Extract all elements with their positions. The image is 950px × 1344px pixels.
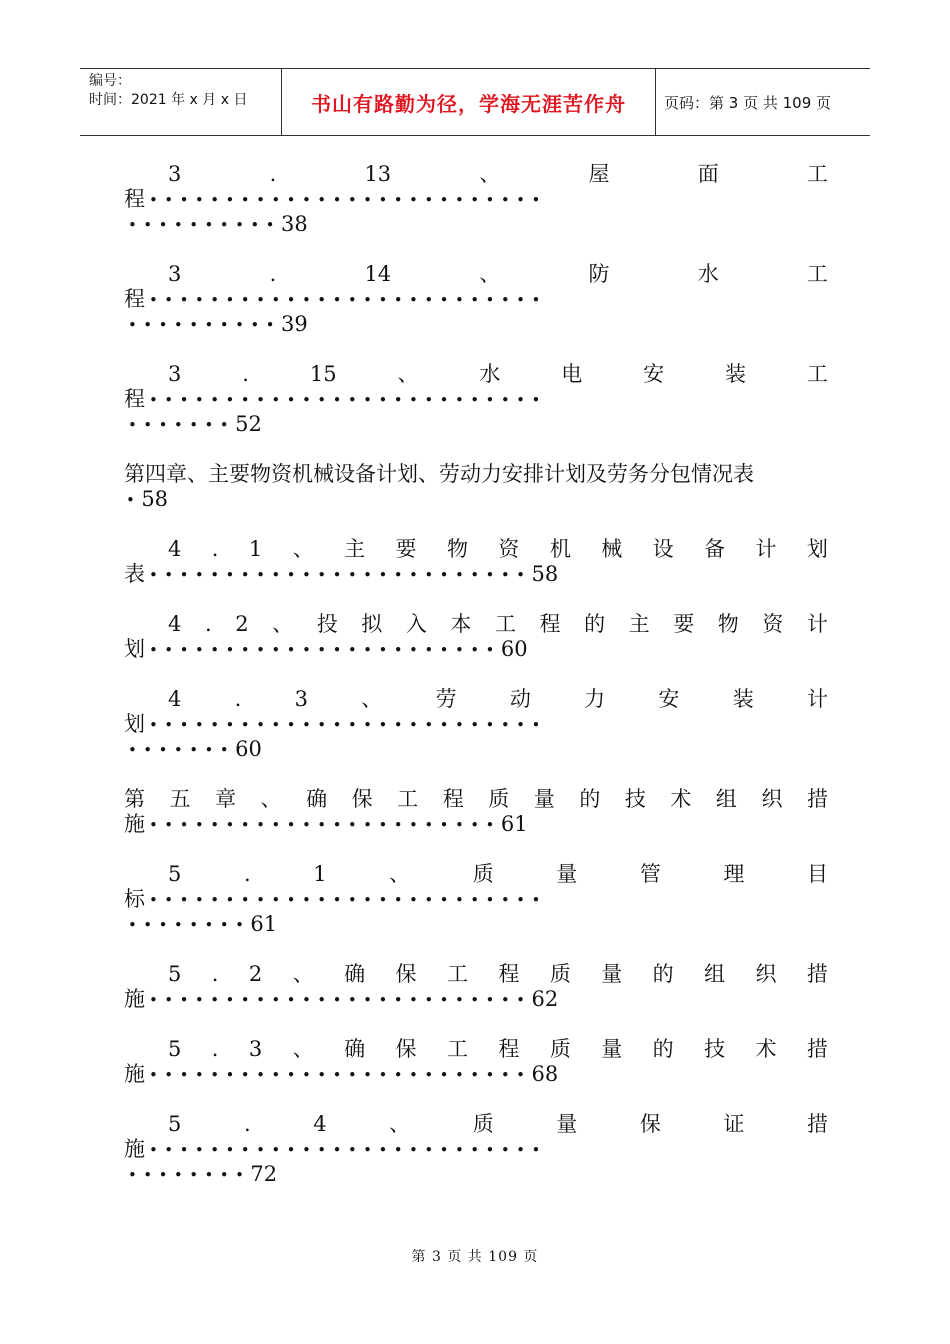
toc-title-tail: 划 xyxy=(124,637,145,661)
toc-title-token: 目 xyxy=(806,862,828,886)
toc-title-token: . xyxy=(211,1037,219,1061)
toc-entry-leader-line xyxy=(124,387,828,412)
toc-title-token: 、 xyxy=(389,862,411,886)
toc-title-token: 量 xyxy=(556,1112,578,1136)
toc-title-token: 13 xyxy=(364,162,392,186)
toc-title-token: 物 xyxy=(717,612,739,636)
toc-title-token: 投 xyxy=(316,612,338,636)
toc-title-tail: 程 xyxy=(124,187,145,211)
toc-title-token: 量 xyxy=(601,962,623,986)
toc-title-token: 装 xyxy=(732,687,754,711)
toc-title-token: 管 xyxy=(639,862,661,886)
header-meta xyxy=(80,69,282,135)
toc-title-token: 防 xyxy=(588,262,610,286)
toc-entry[interactable] xyxy=(124,1037,828,1087)
dot-leader: •••••••••• xyxy=(128,216,281,234)
toc-title-token: 的 xyxy=(652,962,674,986)
toc-entry-leader-line xyxy=(124,812,828,837)
toc-title-token: 确 xyxy=(344,1037,366,1061)
toc-title-token: . xyxy=(269,262,277,286)
dot-leader: ••••••••••••••••••••••••• xyxy=(149,1066,532,1084)
toc-entry-leader-line xyxy=(124,1062,828,1087)
toc-page-number: 52 xyxy=(235,412,262,436)
toc-title-token: 要 xyxy=(395,537,417,561)
toc-title-token: 屋 xyxy=(588,162,610,186)
toc-title-token: 、 xyxy=(479,162,501,186)
toc-entry-leader-line xyxy=(124,887,828,912)
document-date: 时间：2021 年 x 月 x 日 xyxy=(89,92,248,108)
toc-entry[interactable] xyxy=(124,262,828,337)
toc-title-token: 主 xyxy=(628,612,650,636)
toc-title-token: 量 xyxy=(533,787,555,811)
toc-entry[interactable] xyxy=(124,787,828,837)
toc-title-token: 动 xyxy=(509,687,531,711)
dot-leader: ••••••••••••••••••••••• xyxy=(149,641,501,659)
toc-entry-leader-line xyxy=(124,712,828,737)
toc-title-token: 装 xyxy=(725,362,747,386)
dot-leader: • xyxy=(126,491,142,509)
dot-leader: •••••••• xyxy=(128,916,251,934)
toc-title-token: 保 xyxy=(395,1037,417,1061)
toc-title-token: 、 xyxy=(260,787,282,811)
page-footer: 第 3 页 共 109 页 xyxy=(411,1249,539,1265)
toc-title-token: 3 xyxy=(294,687,308,711)
dot-leader: ••••••• xyxy=(128,416,236,434)
toc-entry-title xyxy=(124,612,828,637)
toc-title-token: 程 xyxy=(498,1037,520,1061)
toc-entry-title xyxy=(124,1112,828,1137)
toc-title-token: 3 xyxy=(168,162,182,186)
toc-title-token: 的 xyxy=(579,787,601,811)
toc-entry-title xyxy=(124,162,828,187)
toc-title-token: 安 xyxy=(643,362,665,386)
toc-entry-title xyxy=(124,687,828,712)
toc-title-token: 质 xyxy=(549,1037,571,1061)
toc-title-tail: 施 xyxy=(124,1062,145,1086)
toc-title-token: 14 xyxy=(364,262,392,286)
toc-page-number: 58 xyxy=(141,487,169,511)
toc-page-number: 61 xyxy=(500,812,528,836)
toc-title-token: 术 xyxy=(755,1037,777,1061)
toc-title-token: . xyxy=(234,687,242,711)
dot-leader: ••••••••••••••••••••••••• xyxy=(149,991,532,1009)
toc-title-token: 保 xyxy=(639,1112,661,1136)
toc-entry[interactable] xyxy=(124,612,828,662)
toc-title-token: 工 xyxy=(397,787,419,811)
toc-title-token: 第四章、主要物资机械设备计划、劳动力安排计划及劳务分包情况表 xyxy=(124,462,754,486)
dot-leader: •••••••••••••••••••••••••• xyxy=(149,391,547,409)
toc-entry-leader-line xyxy=(124,1137,828,1162)
toc-title-token: 械 xyxy=(601,537,623,561)
toc-title-token: 程 xyxy=(498,962,520,986)
dot-leader: ••••••••••••••••••••••• xyxy=(149,816,501,834)
toc-entry-leader-line xyxy=(124,287,828,312)
toc-title-token: 织 xyxy=(761,787,783,811)
toc-title-token: 水 xyxy=(479,362,501,386)
toc-title-token: 3 xyxy=(168,262,182,286)
dot-leader: •••••••••••••••••••••••••• xyxy=(149,1141,547,1159)
toc-title-token: 计 xyxy=(806,687,828,711)
toc-title-token: 要 xyxy=(673,612,695,636)
page-header xyxy=(80,68,870,136)
toc-title-token: 量 xyxy=(556,862,578,886)
toc-title-token: 劳 xyxy=(435,687,457,711)
toc-title-token: 5 xyxy=(168,962,182,986)
toc-entry[interactable] xyxy=(124,962,828,1012)
toc-title-token: . xyxy=(204,612,212,636)
toc-entry-leader-line xyxy=(124,637,828,662)
toc-title-token: 证 xyxy=(723,1112,745,1136)
toc-title-token: 拟 xyxy=(361,612,383,636)
toc-title-token: 五 xyxy=(169,787,191,811)
toc-title-tail: 施 xyxy=(124,987,145,1011)
toc-title-token: 物 xyxy=(446,537,468,561)
toc-title-token: 工 xyxy=(446,962,468,986)
toc-entry-title xyxy=(124,787,828,812)
toc-entry[interactable] xyxy=(124,462,828,512)
toc-title-token: 第 xyxy=(124,787,145,811)
toc-title-token: 组 xyxy=(715,787,737,811)
toc-entry-leader-line xyxy=(124,487,828,512)
dot-leader: •••••••••••••••••••••••••• xyxy=(149,291,547,309)
toc-title-token: . xyxy=(211,537,219,561)
header-page-info: 页码：第 3 页 共 109 页 xyxy=(664,93,832,112)
toc-title-token: 术 xyxy=(670,787,692,811)
toc-title-token: 4 xyxy=(168,537,182,561)
toc-title-token: 、 xyxy=(389,1112,411,1136)
toc-title-tail: 程 xyxy=(124,387,145,411)
dot-leader: •••••••••••••••••••••••••• xyxy=(149,891,547,909)
toc-entry-leader-line xyxy=(124,912,828,937)
toc-title-token: 保 xyxy=(351,787,373,811)
toc-entry[interactable] xyxy=(124,862,828,937)
toc-entry-leader-line xyxy=(124,987,828,1012)
toc-title-token: 计 xyxy=(806,612,828,636)
toc-title-token: 程 xyxy=(539,612,561,636)
toc-title-token: 、 xyxy=(292,1037,314,1061)
toc-title-token: 1 xyxy=(313,862,327,886)
toc-entry-leader-line xyxy=(124,412,828,437)
toc-entry[interactable] xyxy=(124,1112,828,1187)
toc-title-token: 措 xyxy=(806,1037,828,1061)
toc-title-token: 工 xyxy=(494,612,516,636)
toc-title-token: . xyxy=(243,1112,251,1136)
toc-title-token: 的 xyxy=(584,612,606,636)
toc-title-token: 量 xyxy=(601,1037,623,1061)
toc-entry[interactable] xyxy=(124,687,828,762)
toc-title-token: 1 xyxy=(248,537,263,561)
document-number: 编号： xyxy=(89,73,131,89)
toc-entry-title xyxy=(124,462,828,487)
toc-title-token: 机 xyxy=(549,537,571,561)
toc-entry-leader-line xyxy=(124,1162,828,1187)
toc-title-token: 程 xyxy=(442,787,464,811)
toc-title-token: 3 xyxy=(248,1037,263,1061)
toc-title-token: 技 xyxy=(624,787,646,811)
dot-leader: •••••••••••••••••••••••••• xyxy=(149,716,547,734)
toc-title-token: 入 xyxy=(405,612,427,636)
toc-title-token: 面 xyxy=(697,162,719,186)
toc-title-token: 安 xyxy=(658,687,680,711)
toc-title-token: 措 xyxy=(806,1112,828,1136)
toc-title-token: . xyxy=(242,362,249,386)
toc-title-tail: 程 xyxy=(124,287,145,311)
toc-entry-title xyxy=(124,262,828,287)
toc-title-token: 工 xyxy=(806,262,828,286)
toc-entry-leader-line xyxy=(124,212,828,237)
toc-title-token: 备 xyxy=(704,537,726,561)
toc-title-token: 质 xyxy=(472,862,494,886)
toc-page-number: 72 xyxy=(250,1162,278,1186)
toc-title-token: 设 xyxy=(652,537,674,561)
toc-title-token: 、 xyxy=(292,537,314,561)
toc-title-token: 、 xyxy=(292,962,314,986)
toc-page-number: 68 xyxy=(531,1062,559,1086)
toc-entry-leader-line xyxy=(124,562,828,587)
toc-title-token: . xyxy=(269,162,277,186)
toc-title-token: 工 xyxy=(806,162,828,186)
toc-title-token: 5 xyxy=(168,1037,182,1061)
toc-entry-leader-line xyxy=(124,187,828,212)
toc-page-number: 61 xyxy=(250,912,278,936)
toc-title-token: 措 xyxy=(806,962,828,986)
toc-entry-title xyxy=(124,1037,828,1062)
toc-entry-title xyxy=(124,962,828,987)
toc-title-token: 保 xyxy=(395,962,417,986)
toc-page-number: 38 xyxy=(280,212,308,236)
toc-title-token: 质 xyxy=(549,962,571,986)
toc-title-token: 、 xyxy=(272,612,294,636)
toc-title-token: 确 xyxy=(344,962,366,986)
toc-entry-title xyxy=(124,862,828,887)
toc-entry-leader-line xyxy=(124,312,828,337)
toc-title-token: 本 xyxy=(450,612,472,636)
toc-title-token: 、 xyxy=(361,687,383,711)
toc-title-token: 2 xyxy=(235,612,249,636)
toc-title-token: 质 xyxy=(488,787,510,811)
dot-leader: •••••••• xyxy=(128,1166,251,1184)
toc-title-token: 4 xyxy=(313,1112,327,1136)
toc-title-token: 理 xyxy=(723,862,745,886)
toc-title-token: 4 xyxy=(168,612,182,636)
toc-title-token: 章 xyxy=(215,787,237,811)
toc-title-tail: 划 xyxy=(124,712,145,736)
toc-title-token: 、 xyxy=(479,262,501,286)
toc-entry-leader-line xyxy=(124,737,828,762)
toc-entry[interactable] xyxy=(124,537,828,587)
toc-title-tail: 表 xyxy=(124,562,145,586)
toc-title-token: 划 xyxy=(806,537,828,561)
toc-title-token: 工 xyxy=(806,362,828,386)
toc-title-token: 15 xyxy=(309,362,337,386)
toc-title-token: 力 xyxy=(584,687,606,711)
toc-title-token: 资 xyxy=(762,612,784,636)
toc-title-token: 2 xyxy=(248,962,263,986)
toc-title-tail: 标 xyxy=(124,887,145,911)
toc-title-token: 水 xyxy=(697,262,719,286)
dot-leader: •••••••••••••••••••••••••• xyxy=(149,191,547,209)
toc-title-tail: 施 xyxy=(124,812,145,836)
toc-title-token: 5 xyxy=(168,862,182,886)
toc-title-token: 、 xyxy=(397,362,419,386)
toc-title-token: 织 xyxy=(755,962,777,986)
toc-title-token: 3 xyxy=(168,362,182,386)
toc-title-token: 质 xyxy=(472,1112,494,1136)
toc-title-token: 5 xyxy=(168,1112,182,1136)
toc-title-token: 措 xyxy=(806,787,828,811)
dot-leader: •••••••••• xyxy=(128,316,281,334)
toc-page-number: 60 xyxy=(235,737,262,761)
toc-entry[interactable] xyxy=(124,362,828,437)
toc-title-token: 确 xyxy=(306,787,328,811)
toc-page-number: 60 xyxy=(500,637,528,661)
toc-title-token: 电 xyxy=(561,362,583,386)
header-motto: 书山有路勤为径，学海无涯苦作舟 xyxy=(282,69,656,135)
toc-title-token: . xyxy=(243,862,251,886)
dot-leader: ••••••••••••••••••••••••• xyxy=(149,566,532,584)
toc-title-token: 主 xyxy=(344,537,366,561)
toc-title-token: 计 xyxy=(755,537,777,561)
toc-title-token: 技 xyxy=(704,1037,726,1061)
dot-leader: ••••••• xyxy=(128,741,236,759)
toc-title-token: 的 xyxy=(652,1037,674,1061)
toc-title-token: 工 xyxy=(446,1037,468,1061)
toc-page-number: 58 xyxy=(531,562,559,586)
toc-title-token: 组 xyxy=(704,962,726,986)
toc-title-token: 4 xyxy=(168,687,182,711)
toc-entry-title xyxy=(124,362,828,387)
toc-title-token: 资 xyxy=(498,537,520,561)
toc-entry[interactable] xyxy=(124,162,828,237)
toc-page-number: 39 xyxy=(280,312,308,336)
toc-entry-title xyxy=(124,537,828,562)
toc-title-tail: 施 xyxy=(124,1137,145,1161)
toc-page-number: 62 xyxy=(531,987,559,1011)
toc-title-token: . xyxy=(211,962,219,986)
